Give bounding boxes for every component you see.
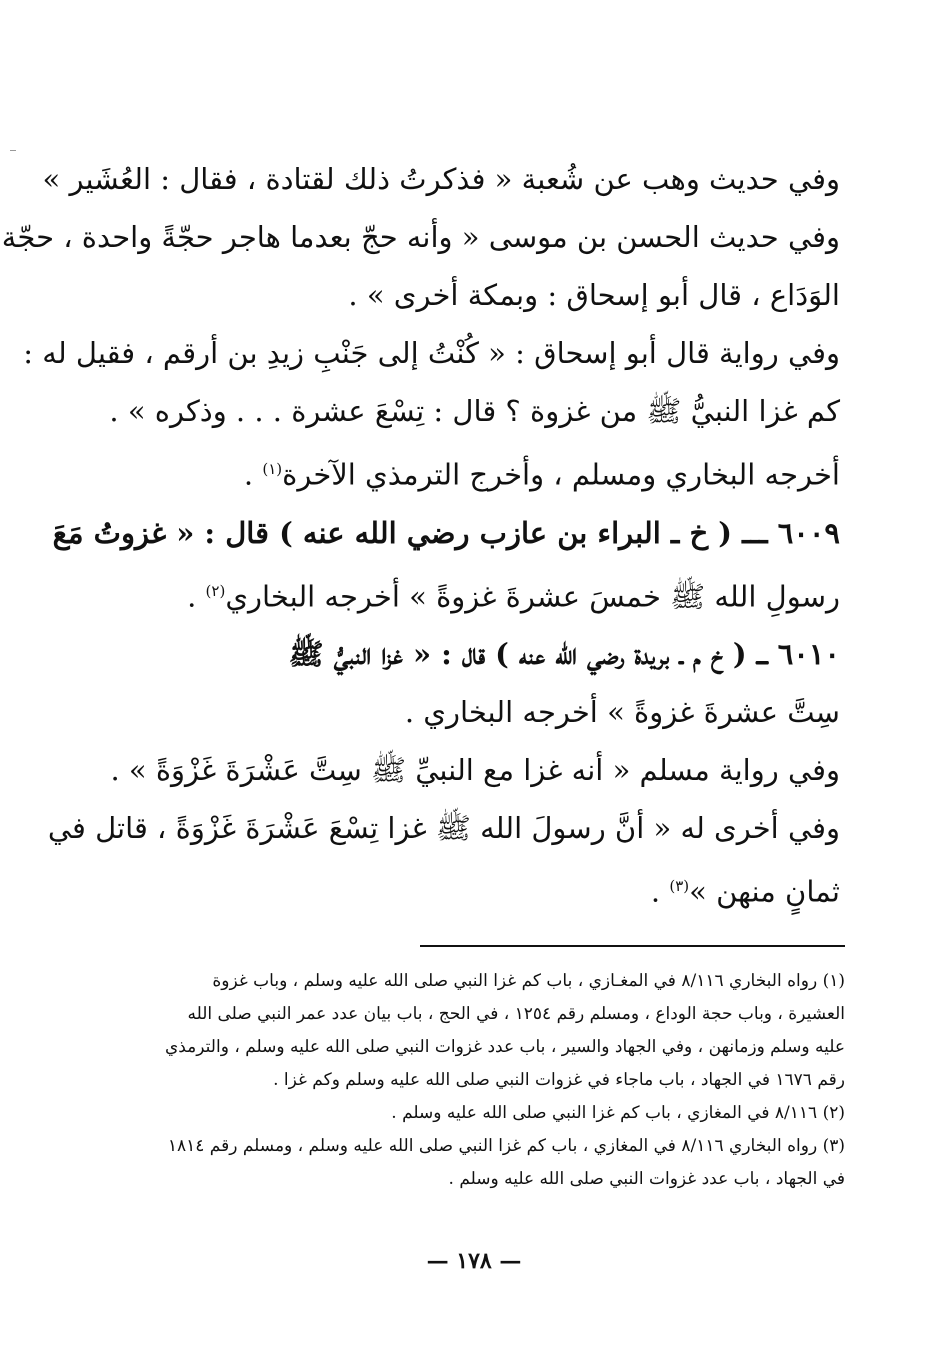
- text-span: رسولِ الله ﷺ خمسَ عشرةَ غزوةً » أخرجه البخاري: [225, 579, 840, 614]
- hadith-6010-line: ٦٠١٠ ـــ ( خ م ـ بريدة رضي الله عنه ) قال : « غزا النبيُّ ﷺ: [288, 637, 840, 672]
- main-text: [1, 150, 840, 921]
- footnote-line: (٢) ٨/١١٦ في المغازي ، باب كم غزا النبي صلى الله عليه وسلم .: [391, 1103, 845, 1123]
- text-span: .: [650, 874, 670, 909]
- text-line: [100, 440, 840, 504]
- footnotes: [100, 965, 845, 1196]
- text-span: أخرجه البخاري ومسلم ، وأخرج الترمذي الآخرة: [282, 457, 840, 492]
- text-line: كم غزا النبيُّ ﷺ من غزوة ؟ قال : تِسْعَ عشرة . . . وذكره » .: [109, 394, 840, 428]
- footnote-line: في الجهاد ، باب عدد غزوات النبي صلى الله عليه وسلم .: [448, 1169, 845, 1189]
- footnote-line: رقم ١٦٧٦ في الجهاد ، باب ماجاء في غزوات النبي صلى الله عليه وسلم وكم غزا .: [273, 1070, 845, 1090]
- footnote-ref-2: (٢): [205, 581, 226, 600]
- text-span: .: [187, 579, 206, 614]
- footnote-line: (٣) رواه البخاري ٨/١١٦ في المغازي ، باب كم غزا النبي صلى الله عليه وسلم ، ومسلم رقم ١٨١٤: [167, 1136, 845, 1156]
- footnote-line: عليه وسلم وزمانهن ، وفي الجهاد والسير ، باب عدد غزوات النبي صلى الله عليه وسلم ، والترمذي: [164, 1037, 845, 1057]
- margin-mark: [10, 150, 16, 151]
- footnote-line: (١) رواه البخاري ٨/١١٦ في المغـازي ، باب كم غزا النبي صلى الله عليه وسلم ، وباب غزوة: [212, 971, 845, 991]
- text-line: وفي حديث وهب عن شُعبة « فذكرتُ ذلك لقتادة ، فقال : العُشَير »: [42, 162, 840, 196]
- footnote-line: العشيرة ، وباب حجة الوداع ، ومسلم رقم ١٢٥٤ ، في الحج ، باب بيان عدد عمر النبي صلى الله: [187, 1004, 845, 1024]
- text-line: [100, 562, 840, 626]
- text-line: وفي رواية قال أبو إسحاق : « كُنْتُ إلى جَنْبِ زيدِ بن أرقم ، فقيل له :: [23, 336, 840, 370]
- footnote-ref-3: (٣): [669, 877, 690, 896]
- text-line: وفي رواية مسلم « أنه غزا مع النبيِّ ﷺ سِتَّ عَشْرَةَ غَزْوَةً » .: [110, 753, 840, 788]
- footnote-divider: [420, 945, 845, 947]
- text-line: الوَدَاع ، قال أبو إسحاق : وبمكة أخرى » .: [348, 278, 840, 312]
- footnote-ref-1: (١): [262, 460, 283, 478]
- text-line: سِتَّ عشرةَ غزوةً » أخرجه البخاري .: [404, 695, 840, 730]
- text-line: [100, 857, 840, 921]
- text-line: وفي حديث الحسن بن موسى « وأنه حجّ بعدما هاجر حجّةً واحدة ، حجّة: [1, 220, 840, 254]
- text-line: وفي أخرى له « أنَّ رسولَ الله ﷺ غزا تِسْعَ عَشْرَةَ غَزْوَةً ، قاتل في: [47, 811, 840, 846]
- text-span: ثمانٍ منهن »: [689, 874, 840, 909]
- hadith-6009-line: ٦٠٠٩ ـــ ( خ ـ البراء بن عازب رضي الله عنه ) قال : « غزوتُ مَعَ: [52, 515, 840, 550]
- page-number: — ١٧٨ —: [426, 1248, 522, 1274]
- text-span: .: [243, 457, 263, 492]
